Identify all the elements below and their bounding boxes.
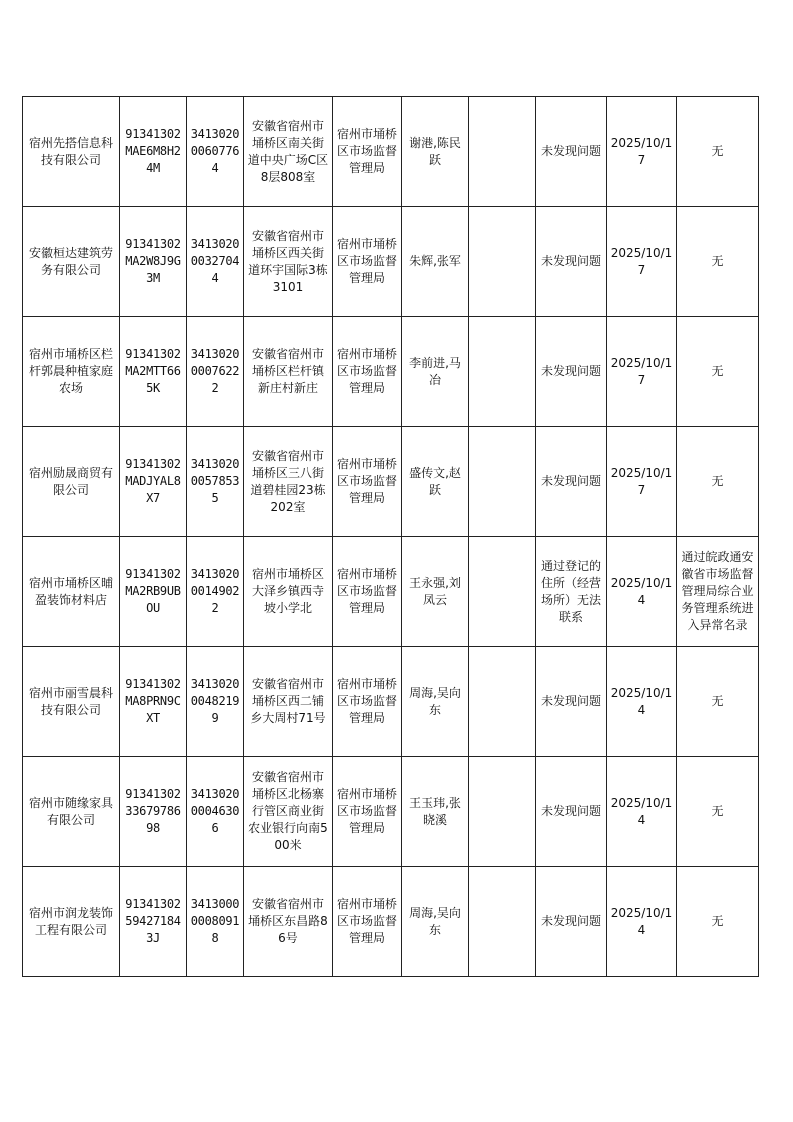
inspection-records-table [22, 96, 759, 977]
inspection-date-cell: 2025/10/17 [607, 317, 677, 427]
inspection-result-cell: 未发现问题 [536, 317, 607, 427]
registration-number-cell: 341300000080918 [187, 867, 244, 977]
action-cell: 无 [677, 647, 759, 757]
authority-cell: 宿州市埇桥区市场监督管理局 [333, 207, 402, 317]
credit-code-cell: 91341302MA2W8J9G3M [120, 207, 187, 317]
action-cell: 通过皖政通安徽省市场监督管理局综合业务管理系统进入异常名录 [677, 537, 759, 647]
action-cell: 无 [677, 427, 759, 537]
inspectors-cell: 盛传文,赵跃 [402, 427, 469, 537]
inspection-result-cell: 未发现问题 [536, 647, 607, 757]
credit-code-cell: 91341302MADJYAL8X7 [120, 427, 187, 537]
registration-number-cell: 341302000327044 [187, 207, 244, 317]
company-name-cell: 宿州先搭信息科技有限公司 [23, 97, 120, 207]
inspection-date-cell: 2025/10/14 [607, 867, 677, 977]
empty-cell [469, 537, 536, 647]
table-row [23, 207, 759, 317]
address-cell: 安徽省宿州市埇桥区栏杆镇新庄村新庄 [244, 317, 333, 427]
empty-cell [469, 207, 536, 317]
credit-code-cell: 91341302594271843J [120, 867, 187, 977]
inspection-result-cell: 未发现问题 [536, 757, 607, 867]
authority-cell: 宿州市埇桥区市场监督管理局 [333, 97, 402, 207]
table-row [23, 867, 759, 977]
address-cell: 安徽省宿州市埇桥区南关街道中央广场C区8层808室 [244, 97, 333, 207]
inspection-result-cell: 通过登记的住所（经营场所）无法联系 [536, 537, 607, 647]
inspection-result-cell: 未发现问题 [536, 867, 607, 977]
credit-code-cell: 91341302MAE6M8H24M [120, 97, 187, 207]
address-cell: 安徽省宿州市埇桥区东昌路86号 [244, 867, 333, 977]
action-cell: 无 [677, 97, 759, 207]
authority-cell: 宿州市埇桥区市场监督管理局 [333, 757, 402, 867]
registration-number-cell: 341302000578535 [187, 427, 244, 537]
address-cell: 安徽省宿州市埇桥区西二铺乡大周村71号 [244, 647, 333, 757]
inspectors-cell: 周海,吴向东 [402, 647, 469, 757]
company-name-cell: 宿州市丽雪晨科技有限公司 [23, 647, 120, 757]
company-name-cell: 宿州市润龙装饰工程有限公司 [23, 867, 120, 977]
registration-number-cell: 341302000149022 [187, 537, 244, 647]
empty-cell [469, 647, 536, 757]
action-cell: 无 [677, 757, 759, 867]
authority-cell: 宿州市埇桥区市场监督管理局 [333, 867, 402, 977]
empty-cell [469, 757, 536, 867]
empty-cell [469, 97, 536, 207]
inspection-date-cell: 2025/10/17 [607, 207, 677, 317]
credit-code-cell: 91341302MA8PRN9CXT [120, 647, 187, 757]
empty-cell [469, 867, 536, 977]
table-row [23, 427, 759, 537]
table-row [23, 97, 759, 207]
table-row [23, 317, 759, 427]
inspection-date-cell: 2025/10/14 [607, 757, 677, 867]
inspection-date-cell: 2025/10/17 [607, 427, 677, 537]
inspection-result-cell: 未发现问题 [536, 207, 607, 317]
company-name-cell: 安徽桓达建筑劳务有限公司 [23, 207, 120, 317]
inspectors-cell: 李前进,马冶 [402, 317, 469, 427]
inspection-result-cell: 未发现问题 [536, 427, 607, 537]
table-row [23, 537, 759, 647]
address-cell: 安徽省宿州市埇桥区三八街道碧桂园23栋202室 [244, 427, 333, 537]
action-cell: 无 [677, 867, 759, 977]
company-name-cell: 宿州励晟商贸有限公司 [23, 427, 120, 537]
authority-cell: 宿州市埇桥区市场监督管理局 [333, 537, 402, 647]
credit-code-cell: 913413023367978698 [120, 757, 187, 867]
company-name-cell: 宿州市随缘家具有限公司 [23, 757, 120, 867]
credit-code-cell: 91341302MA2MTT665K [120, 317, 187, 427]
inspection-date-cell: 2025/10/14 [607, 647, 677, 757]
registration-number-cell: 341302000076222 [187, 317, 244, 427]
address-cell: 安徽省宿州市埇桥区西关街道环宇国际3栋3101 [244, 207, 333, 317]
authority-cell: 宿州市埇桥区市场监督管理局 [333, 317, 402, 427]
inspection-date-cell: 2025/10/14 [607, 537, 677, 647]
registration-number-cell: 341302000607764 [187, 97, 244, 207]
authority-cell: 宿州市埇桥区市场监督管理局 [333, 427, 402, 537]
credit-code-cell: 91341302MA2RB9UBOU [120, 537, 187, 647]
table-body [23, 97, 759, 977]
inspectors-cell: 朱辉,张军 [402, 207, 469, 317]
inspectors-cell: 王玉玮,张晓溪 [402, 757, 469, 867]
inspection-result-cell: 未发现问题 [536, 97, 607, 207]
address-cell: 安徽省宿州市埇桥区北杨寨行管区商业街农业银行向南500米 [244, 757, 333, 867]
company-name-cell: 宿州市埇桥区晡盈装饰材料店 [23, 537, 120, 647]
table-row [23, 647, 759, 757]
address-cell: 宿州市埇桥区大泽乡镇西寺坡小学北 [244, 537, 333, 647]
inspection-date-cell: 2025/10/17 [607, 97, 677, 207]
inspectors-cell: 王永强,刘凤云 [402, 537, 469, 647]
inspectors-cell: 周海,吴向东 [402, 867, 469, 977]
action-cell: 无 [677, 207, 759, 317]
empty-cell [469, 317, 536, 427]
inspectors-cell: 谢港,陈民跃 [402, 97, 469, 207]
empty-cell [469, 427, 536, 537]
table-row [23, 757, 759, 867]
registration-number-cell: 341302000046306 [187, 757, 244, 867]
registration-number-cell: 341302000482199 [187, 647, 244, 757]
action-cell: 无 [677, 317, 759, 427]
authority-cell: 宿州市埇桥区市场监督管理局 [333, 647, 402, 757]
company-name-cell: 宿州市埇桥区栏杆郭晨种植家庭农场 [23, 317, 120, 427]
